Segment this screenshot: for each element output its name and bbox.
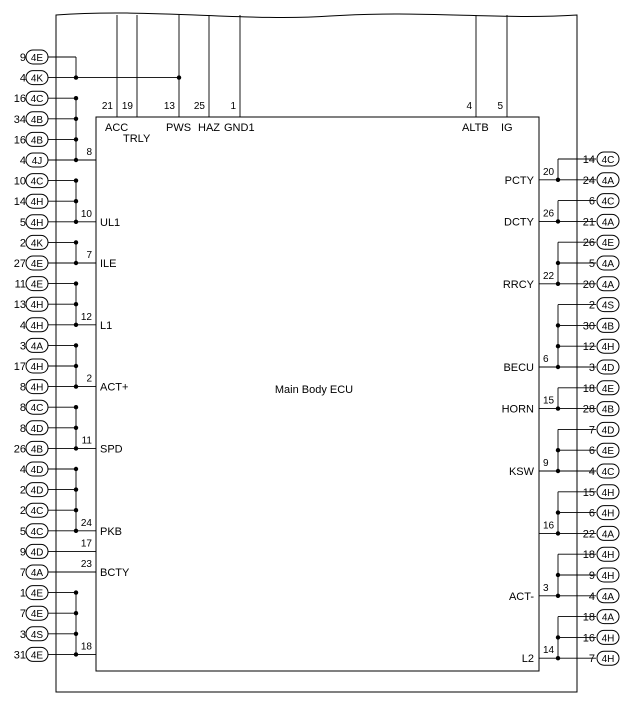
left-terminal-connector: 4A	[30, 341, 44, 353]
top-pin-label: IG	[501, 122, 513, 134]
top-pin-number: 25	[193, 101, 205, 112]
right-pin-label: HORN	[501, 403, 534, 416]
left-pin-number: 23	[80, 559, 92, 570]
left-terminal-connector: 4H	[30, 320, 44, 332]
left-terminal-pin-number: 9	[19, 546, 26, 559]
left-terminal-pin-number: 5	[19, 525, 26, 538]
left-pin-label: BCTY	[100, 567, 130, 579]
right-terminal-pin-number: 2	[588, 299, 595, 312]
right-terminal-pin-number: 18	[582, 382, 595, 395]
right-terminal-pin-number: 15	[582, 486, 595, 499]
left-terminal-connector: 4C	[30, 403, 44, 415]
right-pin-label: DCTY	[504, 216, 534, 229]
right-terminal-pin-number: 18	[582, 549, 595, 562]
left-terminal-pin-number: 9	[19, 52, 26, 64]
left-terminal-connector: 4S	[30, 629, 44, 641]
left-pin-label: ACT+	[100, 381, 129, 394]
left-terminal-connector: 4E	[30, 279, 44, 291]
junction-dot	[74, 590, 78, 594]
right-terminal-connector: 4E	[601, 238, 615, 250]
left-terminal-connector: 4H	[30, 382, 44, 394]
left-terminal-pin-number: 4	[19, 464, 26, 476]
left-pin-number: 17	[80, 538, 92, 550]
right-pin-label: RRCY	[502, 278, 534, 291]
right-terminal-pin-number: 12	[582, 341, 595, 354]
junction-dot	[74, 487, 78, 491]
junction-dot	[556, 323, 560, 327]
top-pin-number: 21	[101, 101, 113, 112]
right-terminal-connector: 4A	[601, 175, 615, 187]
left-pin-label: ILE	[100, 258, 117, 270]
left-terminal-connector: 4H	[30, 197, 44, 209]
right-terminal-pin-number: 6	[588, 445, 595, 458]
right-terminal-pin-number: 6	[588, 195, 595, 208]
top-pin-number: 1	[230, 101, 236, 112]
right-terminal-connector: 4A	[601, 279, 615, 291]
right-terminal-pin-number: 28	[582, 403, 595, 416]
right-pin-number: 6	[543, 354, 549, 365]
top-pin-label: ACC	[105, 122, 129, 134]
right-pin-label: ACT-	[508, 590, 534, 603]
left-terminal-pin-number: 3	[19, 628, 26, 641]
right-pin-number: 3	[543, 582, 549, 594]
right-terminal-connector: 4H	[601, 550, 615, 562]
right-terminal-pin-number: 21	[582, 216, 595, 229]
module-outline	[56, 13, 577, 692]
left-terminal-pin-number: 5	[19, 216, 26, 229]
left-pin-label: PKB	[100, 525, 123, 538]
left-pin-number: 10	[80, 208, 92, 220]
junction-dot	[74, 343, 78, 347]
junction-dot	[74, 281, 78, 285]
junction-dot	[74, 426, 78, 430]
right-terminal-connector: 4H	[601, 571, 615, 582]
right-terminal-connector: 4A	[601, 529, 615, 541]
junction-dot	[556, 344, 560, 348]
right-terminal-connector: 4A	[601, 259, 615, 270]
junction-dot	[74, 240, 78, 244]
left-terminal-pin-number: 31	[13, 649, 26, 662]
top-pin-label: GND1	[224, 122, 255, 134]
left-terminal-pin-number: 7	[19, 567, 26, 579]
right-terminal-connector: 4C	[601, 196, 615, 208]
junction-dot	[74, 467, 78, 471]
left-terminal-pin-number: 1	[19, 587, 26, 600]
right-terminal-pin-number: 22	[582, 528, 595, 541]
right-terminal-connector: 4D	[601, 425, 615, 437]
left-terminal-pin-number: 4	[19, 319, 26, 332]
junction-dot	[74, 405, 78, 409]
junction-dot	[74, 364, 78, 368]
left-terminal-pin-number: 14	[13, 196, 26, 209]
right-pin-number: 26	[543, 208, 555, 220]
left-pin-label: SPD	[100, 443, 123, 456]
right-terminal-pin-number: 24	[582, 174, 595, 187]
right-terminal-pin-number: 14	[582, 154, 595, 166]
right-pin-label: PCTY	[504, 174, 534, 187]
top-pin-number: 13	[163, 101, 175, 112]
left-terminal-connector: 4H	[30, 362, 44, 373]
left-terminal-connector: 4H	[30, 300, 44, 312]
right-terminal-connector: 4A	[601, 612, 615, 624]
left-pin-number: 24	[80, 517, 92, 529]
left-terminal-pin-number: 3	[19, 340, 26, 353]
left-terminal-pin-number: 2	[19, 505, 26, 518]
left-pin-label: L1	[100, 319, 113, 332]
junction-dot	[74, 96, 78, 100]
right-pin-number: 9	[543, 458, 549, 469]
left-terminal-connector: 4C	[30, 176, 44, 188]
left-terminal-connector: 4K	[30, 73, 44, 85]
left-terminal-pin-number: 34	[13, 113, 26, 126]
right-pin-number: 22	[543, 270, 555, 282]
junction-dot	[556, 510, 560, 514]
right-pin-number: 16	[543, 520, 555, 532]
right-terminal-connector: 4C	[601, 155, 615, 166]
junction-dot	[74, 137, 78, 141]
right-pin-label: KSW	[508, 466, 534, 478]
right-terminal-connector: 4H	[601, 633, 615, 645]
junction-dot	[74, 178, 78, 182]
left-pin-number: 12	[80, 311, 92, 323]
left-terminal-pin-number: 16	[13, 93, 26, 106]
right-pin-label: L2	[521, 653, 534, 666]
right-terminal-pin-number: 16	[582, 632, 595, 645]
left-terminal-pin-number: 17	[13, 361, 26, 373]
right-terminal-pin-number: 26	[582, 237, 595, 250]
left-pin-number: 11	[81, 435, 92, 447]
left-pin-number: 18	[80, 641, 92, 653]
junction-dot	[556, 261, 560, 265]
left-terminal-connector: 4C	[30, 506, 44, 518]
left-terminal-connector: 4B	[30, 444, 44, 456]
left-terminal-pin-number: 8	[19, 381, 26, 394]
left-terminal-connector: 4D	[30, 485, 44, 497]
right-terminal-pin-number: 9	[588, 570, 595, 582]
junction-dot	[74, 632, 78, 636]
left-terminal-pin-number: 4	[19, 72, 26, 85]
left-terminal-pin-number: 2	[19, 237, 26, 250]
junction-dot	[177, 75, 181, 79]
left-terminal-connector: 4D	[30, 423, 44, 435]
left-terminal-connector: 4C	[30, 94, 44, 106]
right-terminal-pin-number: 20	[582, 278, 595, 291]
right-terminal-connector: 4B	[601, 404, 615, 416]
right-terminal-connector: 4D	[601, 363, 615, 374]
right-terminal-pin-number: 4	[588, 466, 595, 478]
top-pin-label: PWS	[166, 122, 192, 134]
right-terminal-pin-number: 6	[588, 507, 595, 520]
left-terminal-connector: 4C	[30, 526, 44, 538]
junction-dot	[74, 199, 78, 203]
left-terminal-pin-number: 8	[19, 422, 26, 435]
right-terminal-connector: 4H	[601, 508, 615, 520]
right-terminal-pin-number: 30	[582, 320, 595, 333]
left-terminal-pin-number: 10	[13, 175, 26, 188]
left-terminal-connector: 4E	[30, 588, 44, 600]
right-terminal-connector: 4C	[601, 467, 615, 478]
left-pin-number: 8	[86, 147, 92, 158]
right-pin-label: BECU	[503, 362, 534, 374]
right-terminal-pin-number: 7	[588, 653, 595, 666]
junction-dot	[74, 302, 78, 306]
right-terminal-pin-number: 18	[582, 611, 595, 624]
top-pin-label: HAZ	[198, 122, 220, 134]
right-terminal-pin-number: 7	[588, 424, 595, 437]
left-terminal-pin-number: 11	[14, 278, 26, 291]
left-terminal-pin-number: 2	[19, 484, 26, 497]
left-pin-label: UL1	[100, 216, 121, 229]
left-terminal-pin-number: 27	[13, 258, 26, 270]
junction-dot	[556, 573, 560, 577]
left-terminal-pin-number: 8	[19, 402, 26, 415]
left-terminal-connector: 4A	[30, 568, 44, 579]
left-terminal-pin-number: 4	[19, 155, 26, 167]
right-pin-number: 20	[543, 166, 555, 178]
right-pin-number: 15	[543, 395, 555, 407]
junction-dot	[74, 611, 78, 615]
right-terminal-pin-number: 5	[588, 258, 595, 270]
right-terminal-pin-number: 3	[588, 362, 595, 374]
junction-dot	[74, 117, 78, 121]
left-terminal-pin-number: 13	[13, 299, 26, 312]
top-pin-label: ALTB	[462, 122, 489, 134]
right-pin-number: 14	[543, 645, 555, 657]
right-terminal-pin-number: 4	[588, 590, 595, 603]
left-terminal-pin-number: 16	[13, 134, 26, 147]
right-terminal-connector: 4S	[601, 300, 615, 312]
left-pin-number: 2	[86, 373, 92, 385]
right-terminal-connector: 4A	[601, 591, 615, 603]
left-terminal-connector: 4D	[30, 465, 44, 476]
right-terminal-connector: 4H	[601, 487, 615, 499]
right-terminal-connector: 4H	[601, 342, 615, 354]
top-pin-number: 5	[497, 101, 503, 112]
junction-dot	[556, 635, 560, 639]
left-terminal-connector: 4E	[30, 53, 44, 64]
left-terminal-pin-number: 7	[19, 608, 26, 621]
junction-dot	[74, 508, 78, 512]
left-terminal-connector: 4H	[30, 217, 44, 229]
junction-dot	[556, 448, 560, 452]
left-terminal-connector: 4E	[30, 650, 44, 662]
top-pin-label: TRLY	[123, 133, 151, 145]
left-terminal-pin-number: 26	[13, 443, 26, 456]
left-terminal-connector: 4K	[30, 238, 44, 250]
left-pin-number: 7	[86, 250, 92, 261]
top-pin-number: 19	[121, 101, 133, 112]
left-terminal-connector: 4B	[30, 114, 44, 126]
right-terminal-connector: 4H	[601, 654, 615, 666]
right-terminal-connector: 4E	[601, 383, 615, 395]
left-terminal-connector: 4D	[30, 547, 44, 559]
left-terminal-connector: 4E	[30, 259, 44, 270]
ecu-label: Main Body ECU	[274, 384, 354, 396]
top-pin-number: 4	[466, 101, 472, 112]
right-terminal-connector: 4A	[601, 217, 615, 229]
left-terminal-connector: 4E	[30, 609, 44, 621]
right-terminal-connector: 4B	[601, 321, 615, 333]
left-terminal-connector: 4B	[30, 135, 44, 147]
right-terminal-connector: 4E	[601, 446, 615, 458]
left-terminal-connector: 4J	[31, 156, 43, 167]
